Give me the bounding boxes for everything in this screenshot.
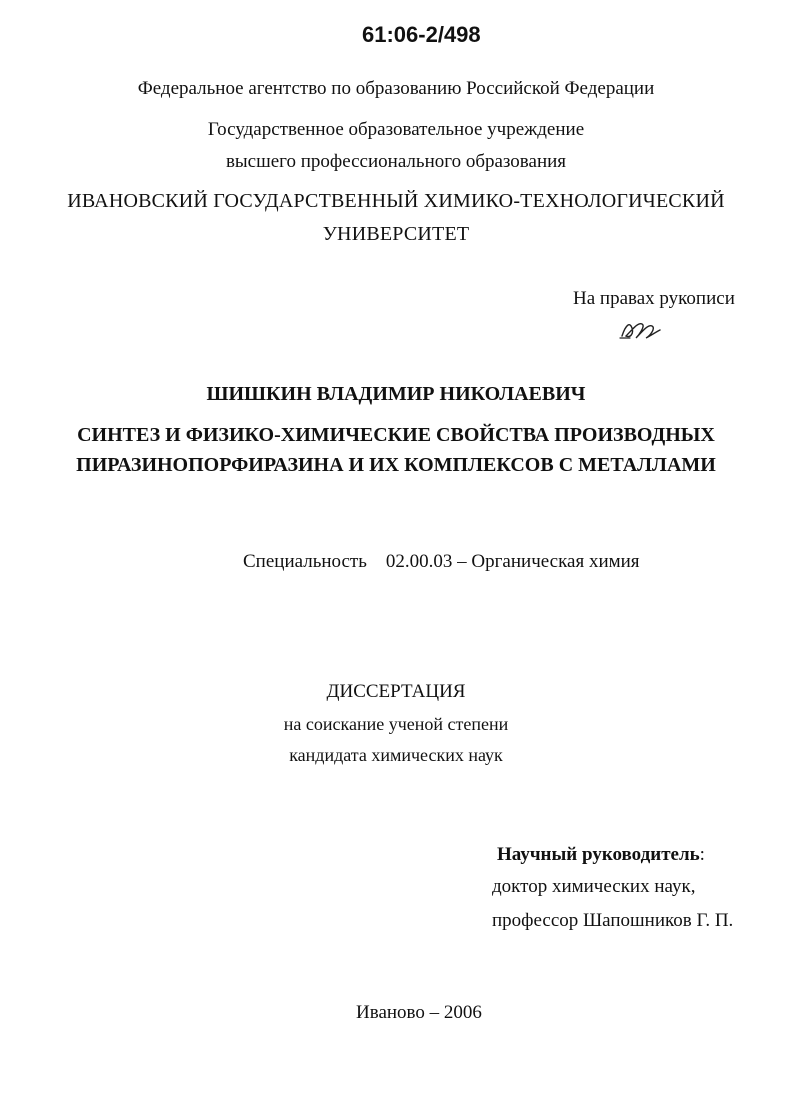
specialty-value: 02.00.03 – Органическая химия xyxy=(385,551,640,572)
dissertation-title-line-2: ПИРАЗИНОПОРФИРАЗИНА И ИХ КОМПЛЕКСОВ С МЕТАЛЛАМИ xyxy=(76,454,716,476)
university-name-line-1: ИВАНОВСКИЙ ГОСУДАРСТВЕННЫЙ ХИМИКО-ТЕХНОЛОГИЧЕСКИЙ xyxy=(67,190,725,212)
degree-line-2: кандидата химических наук xyxy=(289,745,503,765)
agency-line: Федеральное агентство по образованию Российской Федерации xyxy=(137,78,655,99)
supervisor-heading-colon: : xyxy=(699,844,705,865)
place-year: Иваново – 2006 xyxy=(356,1002,482,1023)
manuscript-rights: На правах рукописи xyxy=(573,288,735,309)
supervisor-name: профессор Шапошников Г. П. xyxy=(492,910,734,931)
degree-line-1: на соискание ученой степени xyxy=(283,714,509,734)
institution-type-line-2: высшего профессионального образования xyxy=(225,151,567,172)
document-type: ДИССЕРТАЦИЯ xyxy=(326,681,466,702)
university-name-line-2: УНИВЕРСИТЕТ xyxy=(322,223,470,245)
specialty-label: Специальность xyxy=(243,551,367,572)
institution-type-line-1: Государственное образовательное учреждение xyxy=(207,119,585,140)
specialty-line xyxy=(243,551,640,573)
supervisor-heading-line xyxy=(497,844,705,866)
archive-code: 61:06-2/498 xyxy=(362,22,481,47)
signature-icon xyxy=(618,318,662,342)
supervisor-degree: доктор химических наук, xyxy=(492,876,696,897)
author-name: ШИШКИН ВЛАДИМИР НИКОЛАЕВИЧ xyxy=(206,383,586,405)
dissertation-title-line-1: СИНТЕЗ И ФИЗИКО-ХИМИЧЕСКИЕ СВОЙСТВА ПРОИЗВОДНЫХ xyxy=(77,424,715,446)
supervisor-heading: Научный руководитель xyxy=(497,844,700,865)
